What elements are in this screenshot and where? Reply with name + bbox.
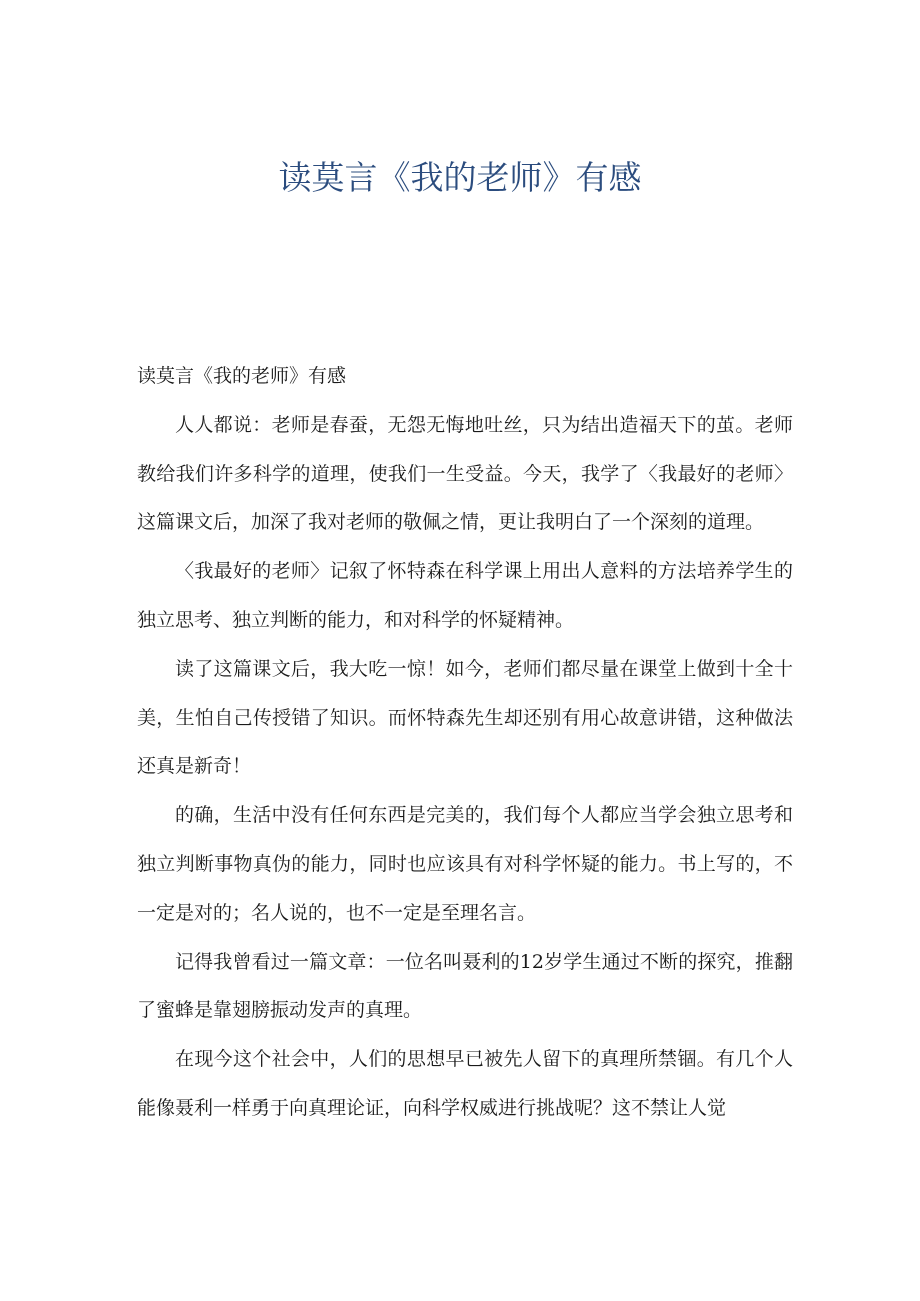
paragraph: 〈我最好的老师〉记叙了怀特森在科学课上用出人意料的方法培养学生的独立思考、独立判断的能力，和对科学的怀疑精神。 xyxy=(137,560,793,631)
paragraph: 人人都说：老师是春蚕，无怨无悔地吐丝，只为结出造福天下的茧。老师教给我们许多科学的道理，使我们一生受益。今天，我学了〈我最好的老师〉这篇课文后，加深了我对老师的敬佩之情，更让我明白了一个深刻的道理。 xyxy=(137,413,793,534)
paragraph: 读了这篇课文后，我大吃一惊！如今，老师们都尽量在课堂上做到十全十美，生怕自己传授错了知识。而怀特森先生却还别有用心故意讲错，这种做法还真是新奇！ xyxy=(137,657,793,778)
document-title: 读莫言《我的老师》有感 xyxy=(278,158,642,197)
document-body xyxy=(137,352,793,1133)
paragraph: 记得我曾看过一篇文章：一位名叫聂利的12岁学生通过不断的探究，推翻了蜜蜂是靠翅膀振动发声的真理。 xyxy=(137,950,793,1022)
paragraph: 在现今这个社会中，人们的思想早已被先人留下的真理所禁锢。有几个人能像聂利一样勇于向真理论证，向科学权威进行挑战呢？这不禁让人觉 xyxy=(137,1048,793,1119)
paragraph: 的确，生活中没有任何东西是完美的，我们每个人都应当学会独立思考和独立判断事物真伪的能力，同时也应该具有对科学怀疑的能力。书上写的，不一定是对的；名人说的，也不一定是至理名言。 xyxy=(137,804,793,924)
document-subtitle: 读莫言《我的老师》有感 xyxy=(137,365,347,387)
